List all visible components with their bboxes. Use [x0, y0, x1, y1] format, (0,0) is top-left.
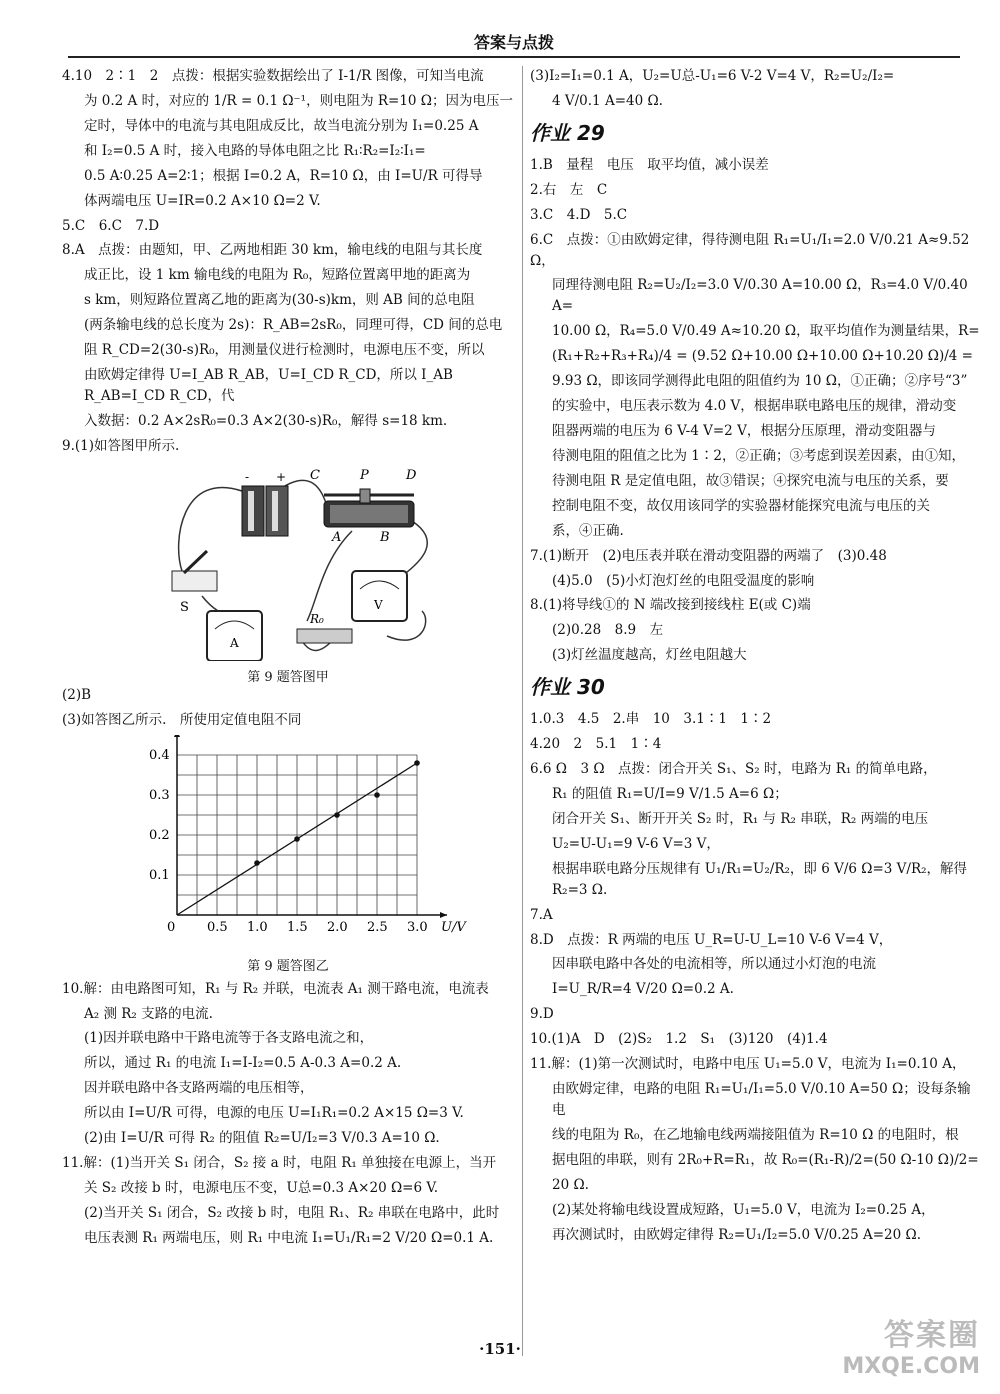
y-tick-label: 0.4: [149, 747, 170, 763]
text-line: 待测电阻 R 是定值电阻，故③错误；④探究电流与电压的关系，要: [552, 472, 949, 489]
battery-minus-label: -: [245, 469, 250, 484]
text-line: 体两端电压 U=IR=0.2 A×10 Ω=2 V.: [84, 192, 321, 209]
text-line: 再次测试时，由欧姆定律得 R₂=U₁/I₂=5.0 V/0.25 A=20 Ω.: [552, 1226, 921, 1243]
text-line: 3.C 4.D 5.C: [530, 206, 628, 223]
text-line: 4.20 2 5.1 1∶4: [530, 736, 662, 753]
page-number: ·151·: [479, 1340, 521, 1358]
text-line: 根据串联电路分压规律有 U₁/R₁=U₂/R₂，即 6 V/6 Ω=3 V/R₂，解得 R₂=3 Ω.: [552, 860, 968, 898]
text-line: 关 S₂ 改接 b 时，电源电压不变，U总=0.3 A×20 Ω=6 V.: [84, 1179, 439, 1196]
text-line: 成正比，设 1 km 输电线的电阻为 R₀，短路位置离甲地的距离为: [84, 267, 471, 284]
text-line: 线的电阻为 R₀，在乙地输电线两端接阻值为 R=10 Ω 的电阻时，根: [552, 1126, 959, 1143]
answer-q6b: [530, 759, 982, 901]
text-line: 6.6 Ω 3 Ω 点拨：闭合开关 S₁、S₂ 时，电路为 R₁ 的简单电路，: [530, 761, 937, 778]
text-line: 因并联电路中各支路两端的电压相等，: [84, 1080, 314, 1097]
right-column: [530, 66, 982, 1249]
text-line: 8.A 点拨：由题知，甲、乙两地相距 30 km，输电线的电阻与其长度: [62, 242, 483, 259]
data-point: [334, 812, 340, 818]
text-line: 由欧姆定律得 U=I_AB R_AB，U=I_CD R_CD，所以 I_AB R_AB=I_CD R_CD，代: [84, 367, 453, 404]
battery: [242, 486, 288, 536]
answer-q11: [62, 1153, 514, 1249]
x-tick-label: 1.5: [287, 919, 308, 935]
text-line: 4 V/0.1 A=40 Ω.: [552, 92, 663, 109]
text-line: 9.93 Ω，即该同学测得此电阻的阻值约为 10 Ω，①正确；②序号“3”: [552, 373, 968, 390]
figure-caption: 第 9 题答图乙: [247, 958, 329, 974]
text-line: 1.B 量程 电压 取平均值，减小误差: [530, 156, 769, 173]
answer-q9-1: 9.(1)如答图甲所示.: [62, 437, 180, 454]
text-line: 控制电阻不变，故仅用该同学的实验器材能探究电流与电压的关: [552, 497, 930, 514]
text-line: R₁ 的阻值 R₁=U/I=9 V/1.5 A=6 Ω；: [552, 785, 788, 802]
label-A: A: [332, 529, 342, 545]
text-line: 11.解：(1)第一次测试时，电路中电压 U₁=5.0 V，电流为 I₁=0.10 A，: [530, 1056, 966, 1073]
chart-grid: [177, 755, 417, 915]
figure-caption: 第 9 题答图甲: [247, 669, 329, 685]
text-line: 1.0.3 4.5 2.串 10 3.1∶1 1∶2: [530, 711, 772, 728]
answer-q8b: [530, 930, 982, 1001]
left-column: [62, 66, 514, 1253]
x-tick-label: 1.0: [247, 919, 268, 935]
text-line: 系，④正确.: [552, 522, 624, 539]
text-line: 20 Ω.: [552, 1176, 589, 1193]
text-line: (3)灯丝温度越高，灯丝电阻越大: [552, 647, 747, 664]
x-tick-label: 2.5: [367, 919, 388, 935]
text-line: A₂ 测 R₂ 支路的电流.: [84, 1005, 213, 1022]
text-line: I=U_R/R=4 V/20 Ω=0.2 A.: [552, 981, 734, 998]
circuit-diagram: [62, 461, 514, 661]
text-line: (1)因并联电路中干路电流等于各支路电流之和，: [84, 1030, 374, 1047]
answer-q8: [530, 595, 982, 666]
text-line: (2)0.28 8.9 左: [552, 622, 664, 639]
answer-q7b: 7.A: [530, 906, 553, 923]
text-line: 8.D 点拨：R 两端的电压 U_R=U-U_L=10 V-6 V=4 V，: [530, 931, 893, 948]
data-point: [374, 792, 380, 798]
data-point: [294, 836, 300, 842]
answer-q9b: 9.D: [530, 1006, 554, 1023]
answer-q6: [530, 230, 982, 542]
text-line: (3)I₂=I₁=0.1 A，U₂=U总-U₁=6 V-2 V=4 V，R₂=U₂/I₂=: [530, 68, 895, 84]
label-C: C: [310, 467, 320, 483]
text-line: 0.5 A∶0.25 A=2∶1；根据 I=0.2 A，R=10 Ω，由 I=U/R 可得导: [84, 167, 483, 184]
rheostat: [324, 489, 414, 527]
text-line: 11.解：(1)当开关 S₁ 闭合，S₂ 接 a 时，电阻 R₁ 单独接在电源上，当开: [62, 1155, 497, 1172]
text-line: 定时，导体中的电流与其电阻成反比，故当电流分别为 I₁=0.25 A: [84, 117, 479, 134]
text-line: 阻器两端的电压为 6 V-4 V=2 V，根据分压原理，滑动变阻器与: [552, 422, 936, 439]
column-divider: [522, 66, 523, 1356]
x-tick-label: 3.0: [407, 919, 428, 935]
text-line: 和 I₂=0.5 A 时，接入电路的导体电阻之比 R₁∶R₂=I₂∶I₁=: [84, 142, 426, 159]
answer-q8: [62, 240, 514, 431]
x-axis-label: U/V: [441, 919, 466, 935]
x-tick-label: 2.0: [327, 919, 348, 935]
text-line: 8.(1)将导线①的 N 端改接到接线柱 E(或 C)端: [530, 597, 811, 614]
text-line: 10.00 Ω，R₄=5.0 V/0.49 A≈10.20 Ω，取平均值作为测量结果，R=: [552, 323, 980, 340]
page-header: 答案与点拨: [68, 30, 960, 58]
text-line: 7.(1)断开 (2)电压表并联在滑动变阻器的两端了 (3)0.48: [530, 547, 887, 564]
text-line: 的实验中，电压表示数为 4.0 V，根据串联电路电压的规律，滑动变: [552, 398, 957, 415]
fixed-resistor: [297, 629, 352, 643]
text-line: 所以由 I=U/R 可得，电源的电压 U=I₁R₁=0.2 A×15 Ω=3 V.: [84, 1105, 464, 1122]
answer-q10b: 10.(1)A D (2)S₂ 1.2 S₁ (3)120 (4)1.4: [530, 1031, 828, 1048]
i-u-graph: [62, 735, 514, 950]
y-axis-arrow: [174, 735, 180, 737]
text-line: 因串联电路中各处的电流相等，所以通过小灯泡的电流: [552, 956, 876, 973]
text-line: 闭合开关 S₁、断开开关 S₂ 时，R₁ 与 R₂ 串联，R₂ 两端的电压: [552, 810, 929, 827]
label-ammeter-A: A: [230, 635, 239, 650]
text-line: 10.解：由电路图可知，R₁ 与 R₂ 并联，电流表 A₁ 测干路电流，电流表: [62, 980, 489, 997]
voltmeter: [352, 571, 407, 621]
label-S: S: [180, 599, 189, 615]
y-tick-label: 0.1: [149, 867, 170, 883]
answer-q9-2: (2)B: [62, 686, 92, 703]
watermark-text: 答案圈: [884, 1318, 980, 1353]
text-line: 由欧姆定律，电路的电阻 R₁=U₁/I₁=5.0 V/0.10 A=50 Ω；设每条输电: [552, 1081, 971, 1118]
x-axis-arrow: [440, 912, 447, 918]
text-line: 6.C 点拨：①由欧姆定律，得待测电阻 R₁=U₁/I₁=2.0 V/0.21 A≈9.52 Ω，: [530, 231, 970, 269]
text-line: 电压表测 R₁ 两端电压，则 R₁ 中电流 I₁=U₁/R₁=2 V/20 Ω=0.1 A.: [84, 1229, 494, 1246]
text-line: s km，则短路位置离乙地的距离为(30-s)km，则 AB 间的总电阻: [84, 292, 475, 309]
answer-q11b: [530, 1054, 982, 1245]
text-line: (两条输电线的总长度为 2s)：R_AB=2sR₀，同理可得，CD 间的总电: [84, 317, 503, 334]
answer-q7: [530, 546, 982, 592]
answer-q9-3: (3)如答图乙所示. 所使用定值电阻不同: [62, 711, 302, 728]
section-heading-29: 作业 29: [530, 120, 605, 145]
text-line: U₂=U-U₁=9 V-6 V=3 V，: [552, 835, 720, 852]
text-line: 4.10 2∶1 2 点拨：根据实验数据绘出了 I-1/R 图像，可知当电流: [62, 68, 484, 84]
x-tick-label: 0.5: [207, 919, 228, 935]
data-point: [254, 860, 260, 866]
data-point: [414, 760, 420, 766]
answer-q5-7: 5.C 6.C 7.D: [62, 217, 160, 234]
label-D: D: [406, 467, 417, 483]
text-line: 阻 R_CD=2(30-s)R₀，用测量仪进行检测时，电源电压不变，所以: [84, 342, 485, 359]
text-line: 同理待测电阻 R₂=U₂/I₂=3.0 V/0.30 A=10.00 Ω，R₃=4.0 V/0.40 A=: [552, 277, 968, 315]
text-line: 2.右 左 C: [530, 181, 608, 198]
circuit-figure: [62, 461, 514, 685]
chart-marks: [177, 760, 420, 915]
text-line: 待测电阻的阻值之比为 1∶2，②正确；③考虑到误差因素，由①知，: [552, 447, 965, 464]
battery-plus-label: +: [276, 469, 287, 484]
text-line: 为 0.2 A 时，对应的 1/R = 0.1 Ω⁻¹，则电阻为 R=10 Ω；因为电压一: [84, 92, 514, 109]
text-line: (2)由 I=U/R 可得 R₂ 的阻值 R₂=U/I₂=3 V/0.3 A=10 Ω.: [84, 1130, 440, 1147]
label-V: V: [374, 597, 383, 612]
text-line: (2)当开关 S₁ 闭合，S₂ 改接 b 时，电阻 R₁、R₂ 串联在电路中，此时: [84, 1204, 500, 1221]
y-tick-label: 0.3: [149, 787, 170, 803]
answer-q4: [62, 66, 514, 212]
watermark: [842, 1310, 980, 1379]
y-tick-label: 0.2: [149, 827, 170, 843]
answer-q11-3: [530, 66, 982, 112]
section-heading-30: 作业 30: [530, 675, 605, 700]
text-line: 入数据：0.2 A×2sR₀=0.3 A×2(30-s)R₀，解得 s=18 km.: [84, 412, 448, 429]
text-line: (2)某处将输电线设置成短路，U₁=5.0 V，电流为 I₂=0.25 A，: [552, 1201, 935, 1218]
watermark-url: MXQE.COM: [842, 1354, 980, 1379]
text-line: (R₁+R₂+R₃+R₄)/4 = (9.52 Ω+10.00 Ω+10.00 Ω+10.20 Ω)/4 =: [552, 348, 973, 365]
graph-figure: [62, 735, 514, 975]
text-line: (4)5.0 (5)小灯泡灯丝的电阻受温度的影响: [552, 572, 815, 589]
label-B: B: [380, 529, 390, 545]
answer-q10: [62, 979, 514, 1149]
text-line: 所以，通过 R₁ 的电流 I₁=I-I₂=0.5 A-0.3 A=0.2 A.: [84, 1055, 402, 1072]
label-R0: R₀: [310, 611, 324, 626]
text-line: 据电阻的串联，则有 2R₀+R=R₁，故 R₀=(R₁-R)/2=(50 Ω-10 Ω)/2=: [552, 1151, 979, 1168]
label-P: P: [360, 467, 369, 483]
origin-label: 0: [167, 919, 176, 935]
